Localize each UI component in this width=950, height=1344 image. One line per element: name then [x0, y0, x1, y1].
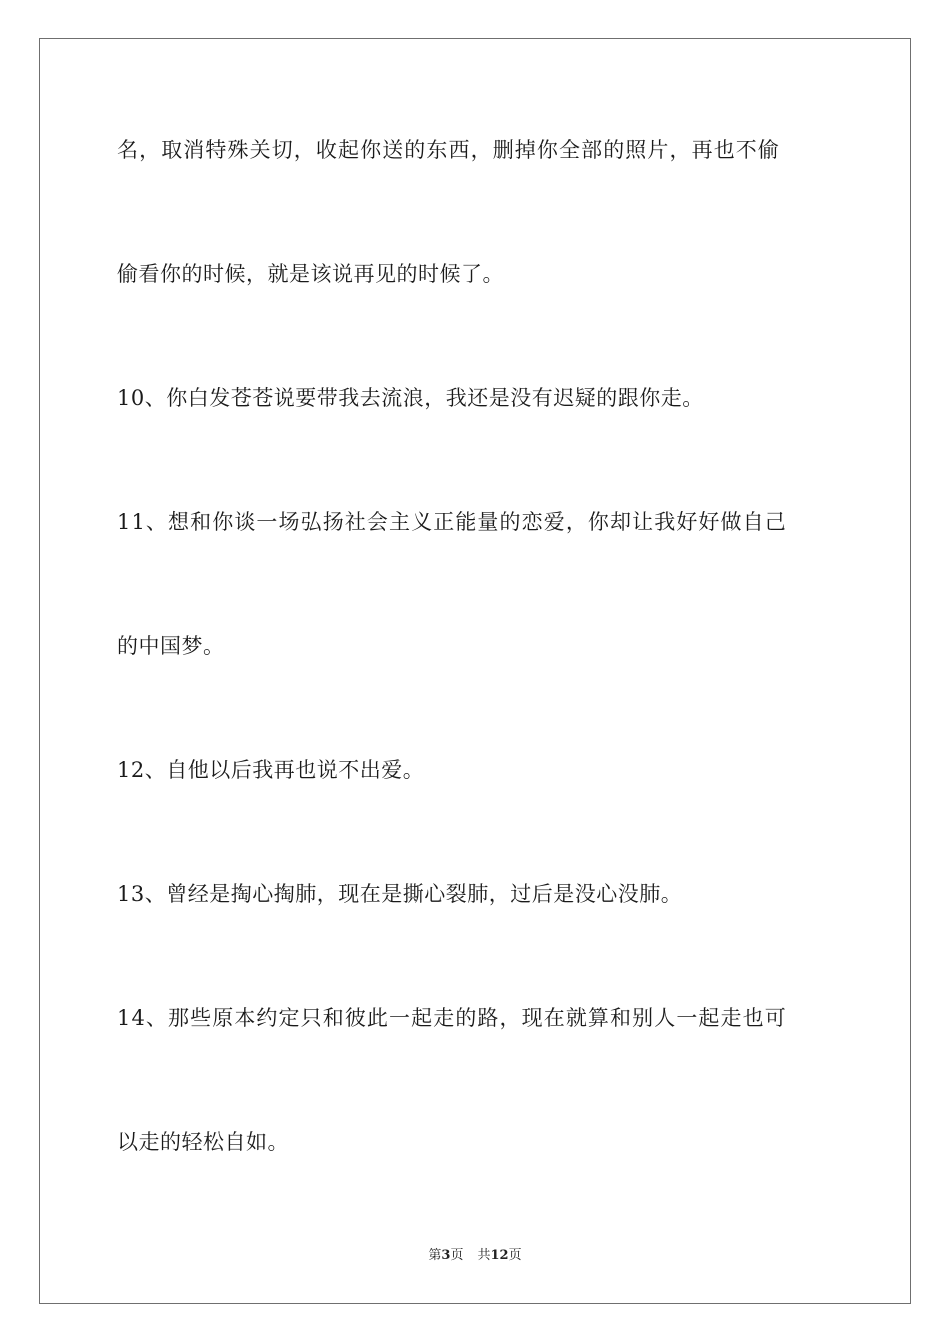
body-line-3: 10、你白发苍苍说要带我去流浪，我还是没有迟疑的跟你走。 [117, 386, 704, 410]
footer-page-suffix: 页 [450, 1248, 464, 1263]
footer-page-number: 3 [441, 1248, 451, 1263]
footer-total-suffix: 页 [508, 1248, 522, 1263]
body-line-2: 偷看你的时候，就是该说再见的时候了。 [117, 262, 504, 286]
body-line-1: 名，取消特殊关切，收起你送的东西，删掉你全部的照片，再也不偷 [117, 138, 780, 162]
body-line-9: 以走的轻松自如。 [117, 1130, 289, 1154]
footer-total-pages: 12 [490, 1248, 509, 1263]
body-line-7: 13、曾经是掏心掏肺，现在是撕心裂肺，过后是没心没肺。 [117, 882, 683, 906]
body-line-6: 12、自他以后我再也说不出爱。 [117, 758, 425, 782]
body-line-4: 11、想和你谈一场弘扬社会主义正能量的恋爱，你却让我好好做自己 [117, 510, 787, 534]
page-footer [0, 1247, 950, 1265]
footer-total-prefix: 共 [477, 1248, 491, 1263]
body-line-5: 的中国梦。 [117, 634, 225, 658]
page-border [39, 38, 911, 1304]
footer-page-prefix: 第 [428, 1248, 442, 1263]
body-line-8: 14、那些原本约定只和彼此一起走的路，现在就算和别人一起走也可 [117, 1006, 787, 1030]
